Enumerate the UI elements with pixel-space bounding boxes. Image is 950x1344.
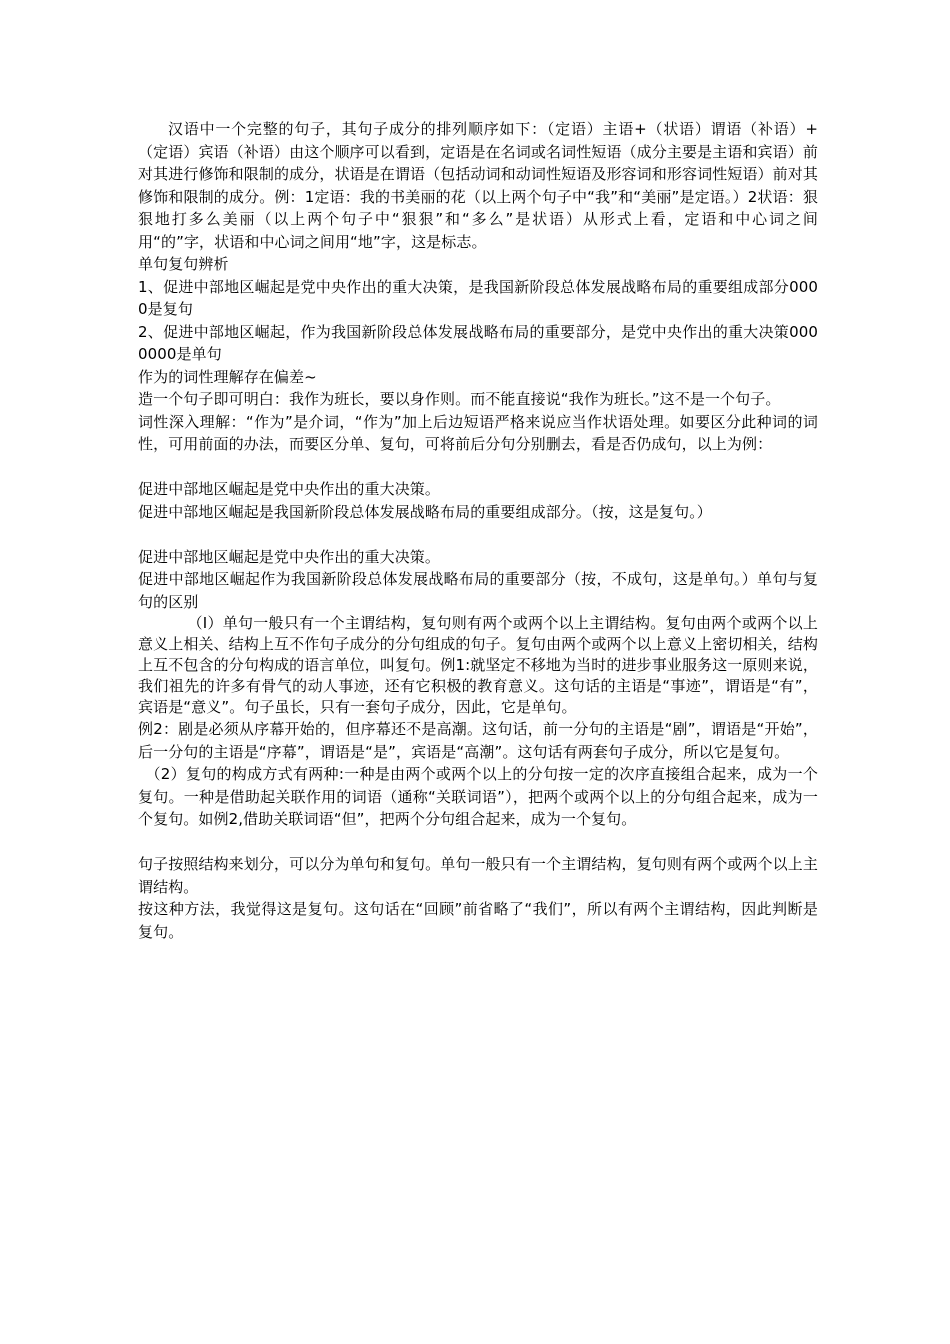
note-paragraph-1: 作为的词性理解存在偏差~: [138, 367, 317, 386]
blank-line: [138, 831, 818, 854]
section-heading: 单句复句辨析: [138, 255, 229, 273]
example-2-paragraph: 例2：剧是必须从序幕开始的，但序幕还不是高潮。这句话，前一分句的主语是“剧”，谓语是“开始”，后一分句的主语是“序幕”，谓语是“是”，宾语是“高潮”。这句话有两套句子成分，所以它是复句。: [138, 720, 818, 761]
example-item-2: 2、促进中部地区崛起，作为我国新阶段总体发展战略布局的重要部分，是党中央作出的重大决策0000000是单句: [138, 322, 818, 363]
example-2-line-a: 促进中部地区崛起是党中央作出的重大决策。: [138, 547, 441, 566]
blank-line: [138, 456, 818, 479]
example-1-line-a: 促进中部地区崛起是党中央作出的重大决策。: [138, 480, 441, 498]
example-2-line-b: 促进中部地区崛起作为我国新阶段总体发展战略布局的重要部分（按，不成句，这是单句。）单句与复句的区别: [138, 570, 818, 611]
example-item-1: 1、促进中部地区崛起是党中央作出的重大决策，是我国新阶段总体发展战略布局的重要组成部分0000是复句: [138, 277, 818, 318]
example-1-line-b: 促进中部地区崛起是我国新阶段总体发展战略布局的重要组成部分。（按，这是复句。）: [138, 502, 712, 521]
summary-paragraph: 句子按照结构来划分，可以分为单句和复句。单句一般只有一个主谓结构，复句则有两个或两个以上主谓结构。: [138, 855, 818, 896]
note-paragraph-3: 词性深入理解：“作为”是介词，“作为”加上后边短语严格来说应当作状语处理。如要区分此种词的词性，可用前面的办法，而要区分单、复句，可将前后分句分别删去，看是否仍成句，以上为例：: [138, 412, 818, 453]
conclusion-paragraph: 按这种方法，我觉得这是复句。这句话在“回顾”前省略了“我们”，所以有两个主谓结构，因此判断是复句。: [138, 900, 818, 941]
blank-line: [138, 523, 818, 546]
intro-paragraph: 汉语中一个完整的句子，其句子成分的排列顺序如下：（定语）主语+（状语）谓语（补语）+（定语）宾语（补语）由这个顺序可以看到，定语是在名词或名词性短语（成分主要是主语和宾语）前对其进行修饰和限制的成分，状语是在谓语（包括动词和动词性短语及形容词和形容词性短语）前对其修饰和限制的成分。例：1定语：我的书美丽的花（以上两个句子中“我”和“美丽”是定语。）2状语：狠狠地打多么美丽（以上两个句子中“狠狠”和“多么”是状语）从形式上看，定语和中心词之间用“的”字，状语和中心词之间用“地”字，这是标志。: [138, 120, 818, 251]
point-2-paragraph: （2）复句的构成方式有两种:一种是由两个或两个以上的分句按一定的次序直接组合起来，成为一个复句。一种是借助起关联作用的词语（通称“关联词语”），把两个或两个以上的分句组合起来，成为一个复句。如例2,借助关联词语“但”，把两个分句组合起来，成为一个复句。: [138, 765, 818, 828]
note-paragraph-2: 造一个句子即可明白：我作为班长，要以身作则。而不能直接说“我作为班长。”这不是一个句子。: [138, 390, 781, 408]
point-1-paragraph: （I）单句一般只有一个主谓结构，复句则有两个或两个以上主谓结构。复句由两个或两个以上意义上相关、结构上互不作句子成分的分句组成的句子。复句由两个或两个以上意义上密切相关，结构上互不包含的分句构成的语言单位，叫复句。例1:就坚定不移地为当时的进步事业服务这一原则来说，我们祖先的许多有骨气的动人事迹，还有它积极的教育意义。这句话的主语是“事迹”，谓语是“有”，宾语是“意义”。句子虽长，只有一套句子成分，因此，它是单句。: [138, 614, 818, 716]
document-body: [138, 118, 818, 943]
